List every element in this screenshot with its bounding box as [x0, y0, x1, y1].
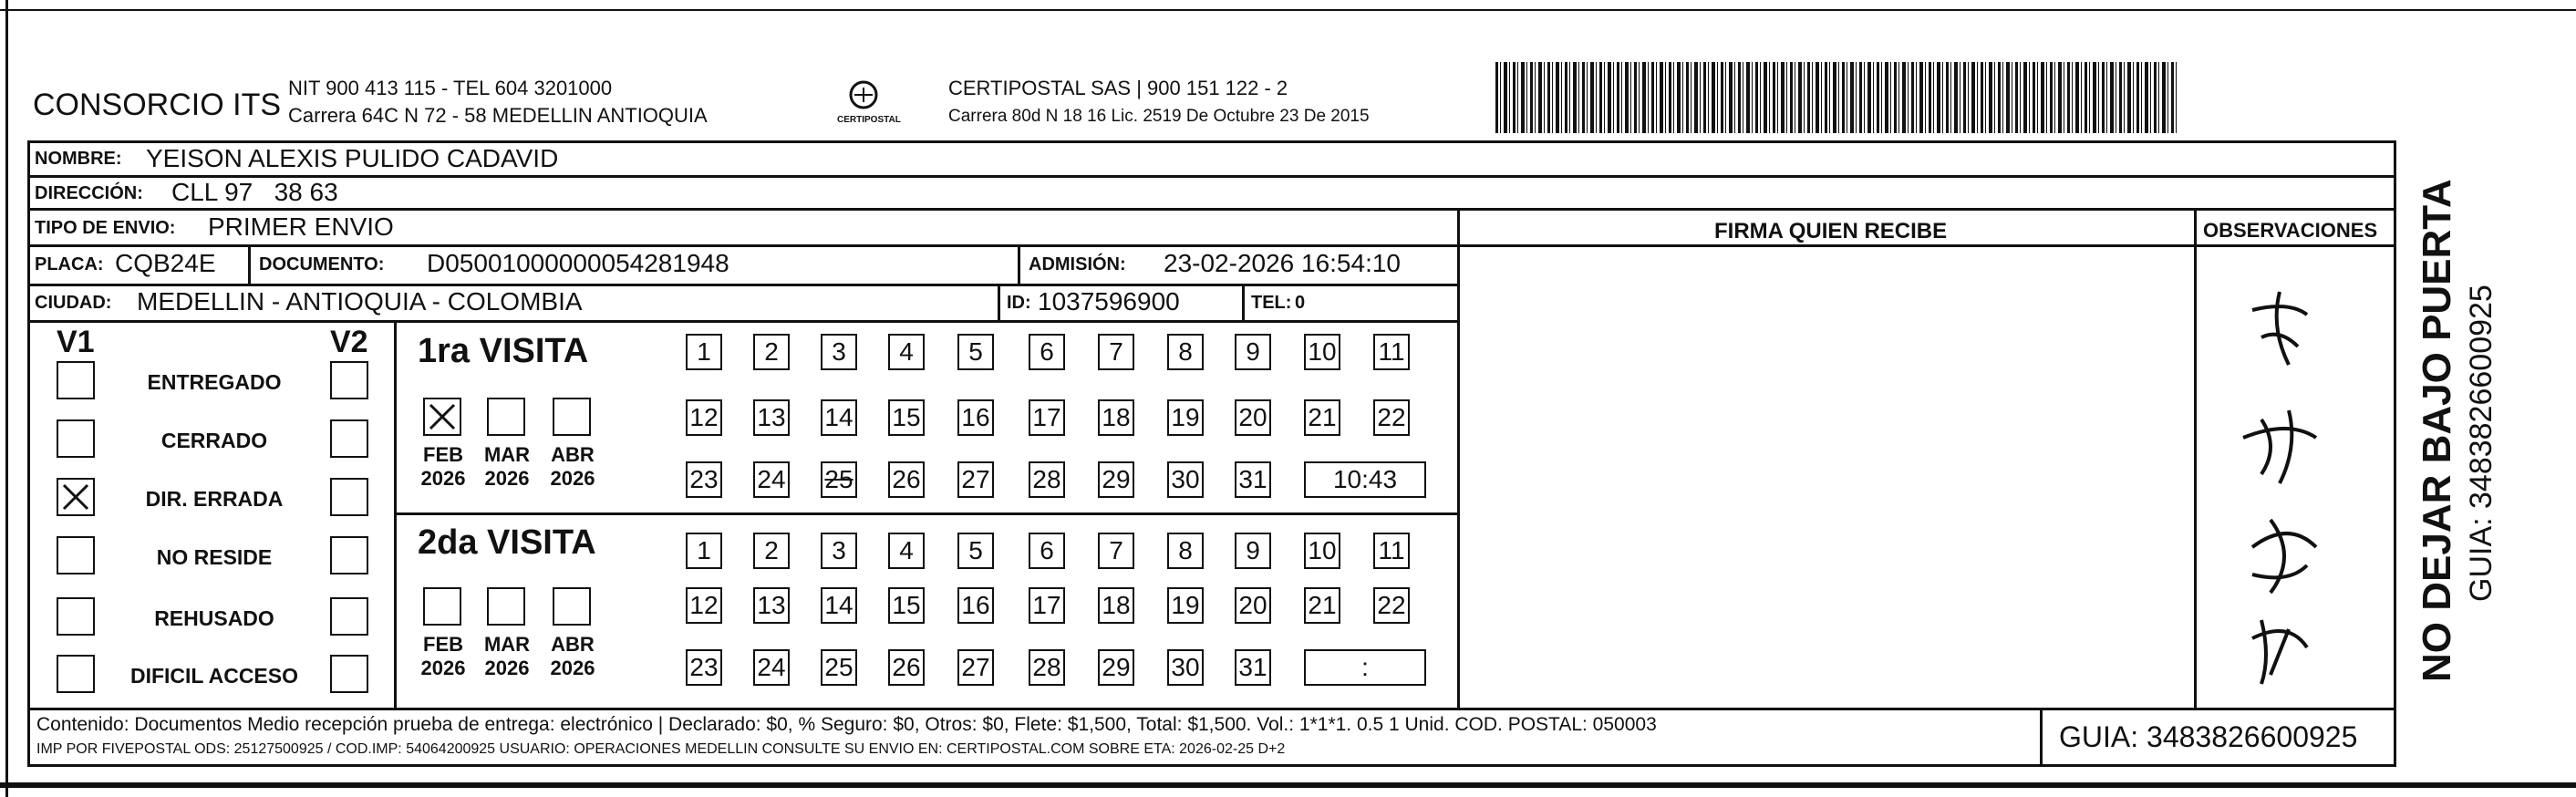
second-visit-day-2[interactable]: 2	[753, 533, 790, 569]
v2-checkbox-2[interactable]	[330, 478, 368, 516]
v2-checkbox-5[interactable]	[330, 655, 368, 693]
first-visit-day-5[interactable]: 5	[957, 334, 994, 370]
v1-checkbox-1[interactable]	[57, 419, 95, 458]
tel-value: 0	[1295, 293, 1306, 313]
admision-sep	[1018, 244, 1020, 284]
first-visit-day-7[interactable]: 7	[1098, 334, 1134, 370]
guia-sep	[2040, 708, 2043, 764]
first-visit-day-27[interactable]: 27	[957, 461, 994, 498]
left-col-line	[27, 140, 30, 764]
documento-value: D05001000000054281948	[427, 249, 729, 277]
placa-sep	[248, 244, 251, 284]
sender-address: Carrera 64C N 72 - 58 MEDELLIN ANTIOQUIA	[288, 104, 708, 127]
first-visit-month-checkbox-abr[interactable]	[553, 398, 591, 436]
v2-header: V2	[330, 325, 368, 359]
second-visit-day-14[interactable]: 14	[821, 587, 857, 624]
row-line-2	[27, 208, 2396, 211]
first-visit-month-label: ABR	[551, 443, 595, 466]
second-visit-day-28[interactable]: 28	[1029, 649, 1065, 686]
side-warning: NO DEJAR BAJO PUERTA	[2415, 179, 2459, 682]
second-visit-day-21[interactable]: 21	[1304, 587, 1340, 624]
second-visit-day-30[interactable]: 30	[1167, 649, 1204, 686]
second-visit-day-31[interactable]: 31	[1235, 649, 1271, 686]
row-line-1	[27, 175, 2396, 178]
first-visit-day-19[interactable]: 19	[1167, 399, 1204, 436]
v1-checkbox-5[interactable]	[57, 655, 95, 693]
visit-sep	[394, 512, 1459, 515]
form-top-line	[27, 140, 2396, 143]
v2-checkbox-0[interactable]	[330, 361, 368, 399]
bottom-border	[0, 782, 2576, 788]
first-visit-month-label: FEB	[423, 443, 463, 466]
status-option-label: ENTREGADO	[147, 370, 282, 394]
first-visit-day-24[interactable]: 24	[753, 461, 790, 498]
first-visit-day-4[interactable]: 4	[888, 334, 925, 370]
footer-guia: GUIA: 3483826600925	[2059, 720, 2358, 753]
first-visit-month-checkbox-mar[interactable]	[487, 398, 525, 436]
footer-imp: IMP POR FIVEPOSTAL ODS: 25127500925 / COD.IMP: 54064200925 USUARIO: OPERACIONES MEDELLIN CONSULTE SU ENVIO EN: CERTIPOSTAL.COM SOBRE ETA: 2026-02-25 D+2	[36, 741, 1286, 757]
second-visit-day-3[interactable]: 3	[821, 533, 857, 569]
v2-checkbox-1[interactable]	[330, 419, 368, 458]
first-visit-day-1[interactable]: 1	[686, 334, 722, 370]
second-visit-day-18[interactable]: 18	[1098, 587, 1134, 624]
placa-value: CQB24E	[115, 249, 216, 277]
sender-name: CONSORCIO ITS	[33, 88, 282, 122]
status-option-label: CERRADO	[160, 429, 268, 452]
second-visit-day-22[interactable]: 22	[1373, 587, 1410, 624]
second-visit-day-5[interactable]: 5	[957, 533, 994, 569]
second-visit-day-25[interactable]: 25	[821, 649, 857, 686]
second-visit-day-7[interactable]: 7	[1098, 533, 1134, 569]
first-visit-year-label: 2026	[420, 467, 466, 490]
first-visit-day-20[interactable]: 20	[1235, 399, 1271, 436]
tipo-label: TIPO DE ENVIO:	[35, 218, 176, 238]
ciudad-label: CIUDAD:	[35, 293, 112, 313]
second-visit-year-label: 2026	[550, 657, 595, 679]
observaciones-handwriting	[2225, 274, 2334, 693]
second-visit-day-24[interactable]: 24	[753, 649, 790, 686]
logo-text: CERTIPOSTAL	[837, 115, 901, 125]
first-visit-day-8[interactable]: 8	[1167, 334, 1204, 370]
handwritten-note-icon	[2225, 274, 2334, 693]
firma-col-line	[1457, 208, 1460, 708]
first-visit-month-checkbox-feb[interactable]	[423, 398, 461, 436]
second-visit-day-12[interactable]: 12	[686, 587, 722, 624]
right-col-line	[2394, 140, 2396, 764]
first-visit-day-30[interactable]: 30	[1167, 461, 1204, 498]
second-visit-day-4[interactable]: 4	[888, 533, 925, 569]
first-visit-day-6[interactable]: 6	[1029, 334, 1065, 370]
direccion-label: DIRECCIÓN:	[35, 183, 143, 203]
footer-contenido: Contenido: Documentos Medio recepción prueba de entrega: electrónico | Declarado: $0, % Seguro: $0, Otros: $0, Flete: $1,500, Total: $1,500. Vol.: 1*1*1. 0.5 1 Unid. COD. POSTAL: 050003	[36, 714, 1657, 735]
id-label: ID:	[1007, 293, 1031, 313]
nombre-label: NOMBRE:	[35, 149, 122, 169]
first-visit-day-21[interactable]: 21	[1304, 399, 1340, 436]
certipostal-logo	[832, 75, 901, 129]
v1-checkbox-2[interactable]	[57, 478, 95, 516]
second-visit-day-8[interactable]: 8	[1167, 533, 1204, 569]
second-visit-day-26[interactable]: 26	[888, 649, 925, 686]
second-visit-day-6[interactable]: 6	[1029, 533, 1065, 569]
second-visit-day-15[interactable]: 15	[888, 587, 925, 624]
first-visit-day-31[interactable]: 31	[1235, 461, 1271, 498]
observaciones-header: OBSERVACIONES	[2203, 219, 2378, 242]
first-visit-day-25[interactable]: 25	[821, 461, 857, 498]
tipo-value: PRIMER ENVIO	[208, 212, 394, 241]
first-visit-day-29[interactable]: 29	[1098, 461, 1134, 498]
left-border	[5, 0, 8, 797]
second-visit-title: 2da VISITA	[418, 523, 596, 562]
second-visit-day-20[interactable]: 20	[1235, 587, 1271, 624]
admision-value: 23-02-2026 16:54:10	[1164, 249, 1401, 277]
admision-label: ADMISIÓN:	[1029, 254, 1126, 274]
second-visit-day-29[interactable]: 29	[1098, 649, 1134, 686]
first-visit-day-17[interactable]: 17	[1029, 399, 1065, 436]
second-visit-month-checkbox-mar[interactable]	[487, 587, 525, 626]
row-line-5	[27, 320, 1459, 323]
first-visit-year-label: 2026	[550, 467, 595, 490]
v1-checkbox-0[interactable]	[57, 361, 95, 399]
row-line-3	[27, 244, 2396, 247]
second-visit-day-13[interactable]: 13	[753, 587, 790, 624]
second-visit-day-17[interactable]: 17	[1029, 587, 1065, 624]
status-option-label: REHUSADO	[154, 606, 274, 630]
barcode	[1495, 62, 2179, 133]
nombre-value: YEISON ALEXIS PULIDO CADAVID	[146, 144, 559, 172]
v2-checkbox-4[interactable]	[330, 597, 368, 636]
first-visit-day-11[interactable]: 11	[1373, 334, 1410, 370]
status-option-label: NO RESIDE	[156, 545, 273, 569]
second-visit-day-19[interactable]: 19	[1167, 587, 1204, 624]
second-visit-month-label: MAR	[483, 633, 531, 656]
first-visit-day-13[interactable]: 13	[753, 399, 790, 436]
second-visit-month-label: ABR	[551, 633, 595, 656]
first-visit-time-box[interactable]: 10:43	[1304, 461, 1426, 498]
second-visit-month-checkbox-abr[interactable]	[553, 587, 591, 626]
second-visit-day-23[interactable]: 23	[686, 649, 722, 686]
second-visit-month-checkbox-feb[interactable]	[423, 587, 461, 626]
footer-bottom-line	[27, 764, 2396, 767]
first-visit-year-label: 2026	[484, 467, 530, 490]
first-visit-day-15[interactable]: 15	[888, 399, 925, 436]
first-visit-day-23[interactable]: 23	[686, 461, 722, 498]
obs-col-line	[2194, 208, 2197, 708]
first-visit-day-18[interactable]: 18	[1098, 399, 1134, 436]
second-visit-year-label: 2026	[420, 657, 466, 679]
status-option-label: DIFICIL ACCESO	[129, 664, 298, 688]
first-visit-day-3[interactable]: 3	[821, 334, 857, 370]
firma-header: FIRMA QUIEN RECIBE	[1714, 219, 1948, 243]
top-border	[0, 9, 2576, 11]
sender-nit: NIT 900 413 115 - TEL 604 3201000	[288, 77, 613, 99]
v1-header: V1	[57, 325, 95, 359]
id-value: 1037596900	[1038, 287, 1180, 316]
first-visit-title: 1ra VISITA	[418, 332, 589, 370]
second-visit-day-16[interactable]: 16	[957, 587, 994, 624]
first-visit-day-10[interactable]: 10	[1304, 334, 1340, 370]
second-visit-day-27[interactable]: 27	[957, 649, 994, 686]
v1-checkbox-3[interactable]	[57, 536, 95, 574]
placa-label: PLACA:	[35, 254, 104, 274]
id-sep	[998, 284, 1000, 320]
direccion-value: CLL 97 38 63	[171, 178, 338, 206]
second-visit-time-box[interactable]: :	[1304, 649, 1426, 686]
documento-label: DOCUMENTO:	[259, 254, 385, 274]
first-visit-day-22[interactable]: 22	[1373, 399, 1410, 436]
second-visit-day-11[interactable]: 11	[1373, 533, 1410, 569]
v1-checkbox-4[interactable]	[57, 597, 95, 636]
second-visit-day-9[interactable]: 9	[1235, 533, 1271, 569]
v2-checkbox-3[interactable]	[330, 536, 368, 574]
second-visit-day-1[interactable]: 1	[686, 533, 722, 569]
tel-sep	[1242, 284, 1245, 320]
first-visit-day-26[interactable]: 26	[888, 461, 925, 498]
first-visit-day-2[interactable]: 2	[753, 334, 790, 370]
first-visit-day-9[interactable]: 9	[1235, 334, 1271, 370]
side-guia: GUIA: 3483826600925	[2464, 285, 2498, 602]
carrier-address: Carrera 80d N 18 16 Lic. 2519 De Octubre 23 De 2015	[948, 107, 1370, 126]
carrier-name: CERTIPOSTAL SAS | 900 151 122 - 2	[948, 77, 1288, 99]
second-visit-month-label: FEB	[423, 633, 463, 656]
first-visit-day-28[interactable]: 28	[1029, 461, 1065, 498]
status-option-label: DIR. ERRADA	[145, 487, 284, 511]
first-visit-day-16[interactable]: 16	[957, 399, 994, 436]
ciudad-value: MEDELLIN - ANTIOQUIA - COLOMBIA	[137, 287, 583, 316]
second-visit-year-label: 2026	[484, 657, 530, 679]
first-visit-month-label: MAR	[483, 443, 531, 466]
second-visit-day-10[interactable]: 10	[1304, 533, 1340, 569]
first-visit-day-12[interactable]: 12	[686, 399, 722, 436]
tel-label: TEL:	[1251, 293, 1292, 313]
first-visit-day-14[interactable]: 14	[821, 399, 857, 436]
